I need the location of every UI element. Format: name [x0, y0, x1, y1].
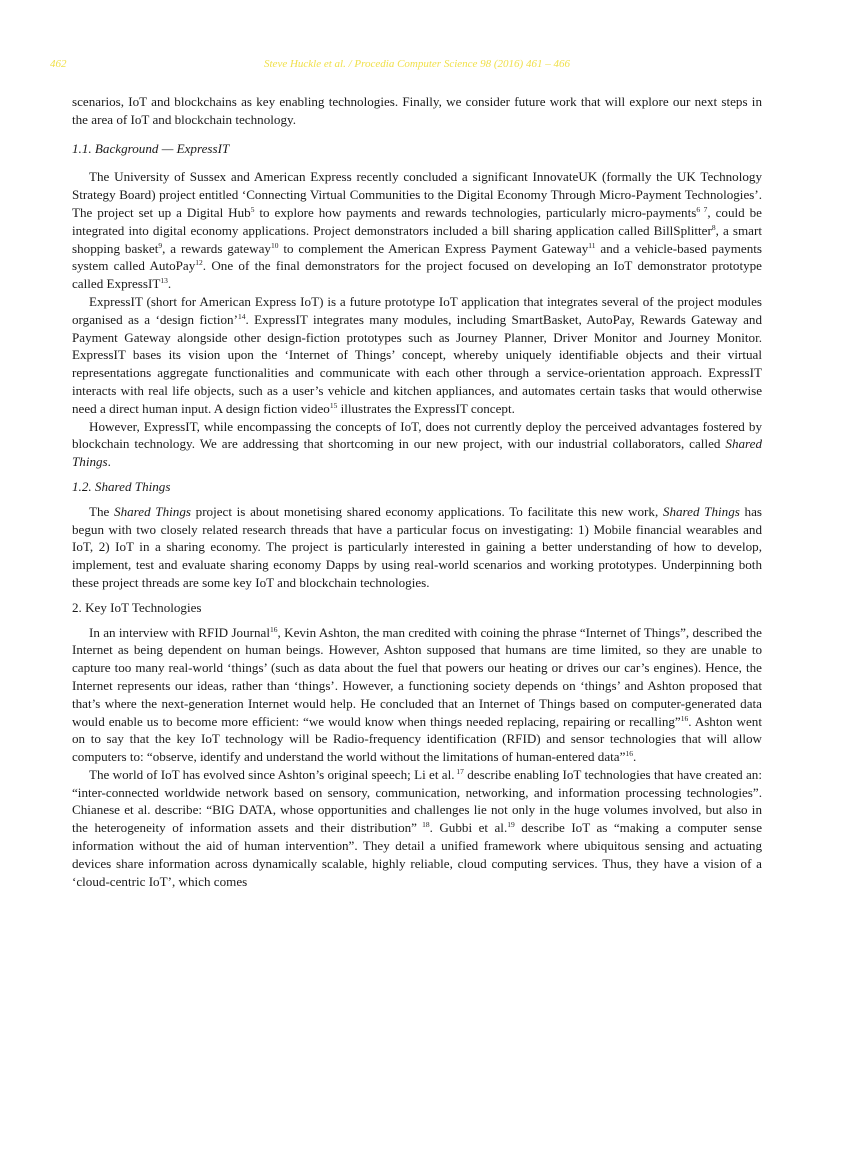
paragraph-shared-things: The Shared Things project is about monetising shared economy applications. To facilitate this new work, Shared Things has begun with two closely related research threads that have a particular focus on investigating: 1) Mobile financial wearables and IoT, 2) IoT in a sharing economy. The project is particularly interested in gaining a better understanding of how to develop, implement, test and evaluate sharing economy Dapps by using real-world scenarios and working prototypes. Underpinning both these project threads are some key IoT and blockchain technologies.	[72, 503, 762, 590]
citation-ref: 16	[270, 624, 278, 634]
running-title: Steve Huckle et al. / Procedia Computer Science 98 (2016) 461 – 466	[264, 58, 570, 70]
citation-ref: 18	[417, 820, 430, 830]
section-heading-key-iot: 2. Key IoT Technologies	[72, 599, 202, 615]
citation-ref: 13	[160, 276, 168, 286]
paragraph-background-2: ExpressIT (short for American Express IoT) is a future prototype IoT application that integrates several of the project modules organised as a ‘design fiction’$^{14}$. ExpressIT integrates many modules, including SmartBasket, AutoPay, Rewards Gateway and Payment Gateway alongside other design-fiction prototypes such as Journey Planner, Driver Monitor and Journey Monitor. ExpressIT bases its vision upon the ‘Internet of Things’ concept, whereby uniquely identifiable objects and their virtual representations aggregate functionalities and communicate with each other through a service-orientation approach. ExpressIT interacts with real life objects, such as a user’s vehicle and kitchen appliances, and automates certain tasks that would otherwise need a direct human input. A design fiction video$^{15}$ illustrates the ExpressIT concept.	[72, 293, 762, 416]
citation-ref: 5	[250, 204, 255, 214]
intro-tail-paragraph: scenarios, IoT and blockchains as key enabling technologies. Finally, we consider future work that will explore our next steps in the area of IoT and blockchain technology.	[72, 94, 762, 127]
page-number: 462	[50, 58, 67, 70]
section-heading-background: 1.1. Background — ExpressIT	[72, 140, 230, 156]
citation-ref: 11	[588, 240, 596, 250]
citation-ref: 17	[454, 766, 464, 776]
citation-ref: 9	[158, 240, 163, 250]
citation-ref: 12	[195, 258, 203, 268]
citation-ref: 10	[270, 240, 279, 250]
section-heading-shared-things: 1.2. Shared Things	[72, 478, 171, 494]
citation-ref: 16	[625, 749, 633, 759]
running-header	[50, 58, 762, 74]
paragraph-background-3: However, ExpressIT, while encompassing the concepts of IoT, does not currently deploy the perceived advantages fostered by blockchain technology. We are addressing that shortcoming in our new project, with our industrial collaborators, called Shared Things.	[72, 418, 762, 470]
citation-ref: 15	[329, 400, 338, 410]
citation-ref: 14	[237, 311, 246, 321]
paragraph-key-iot-2: The world of IoT has evolved since Ashton’s original speech; Li et al. $^{17}$ describe enabling IoT technologies that have created an: “inter-connected worldwide network based on sensory, communication, networking, and information processing technologies”. Chianese et al. describe: “BIG DATA, whose opportunities and challenges lie not only in the huge volumes involved, but also in the heterogeneity of information assets and their distribution” $^{18}$. Gubbi et al.$^{19}$ describe IoT as “making a computer sense information without the aid of human intervention”. They detail a unified framework where ubiquitous sensing and actuating devices share information across dynamically scalable, highly reliable, cloud computing services. Thus, they have a vision of a ‘cloud-centric IoT’, which comes	[72, 766, 763, 889]
citation-ref: 7	[700, 204, 708, 214]
citation-ref: 19	[507, 820, 515, 830]
article-body	[72, 93, 762, 890]
paragraph-background-1: The University of Sussex and American Express recently concluded a significant InnovateUK (formally the UK Technology Strategy Board) project entitled ‘Connecting Virtual Communities to the Digital Economy Through Micro-Payment Technologies’. The project set up a Digital Hub$^5$ to explore how payments and rewards technologies, particularly micro-payments$^6$ $^7$, could be integrated into digital economy applications. Project demonstrators included a bill sharing application called BillSplitter$^8$, a smart shopping basket$^9$, a rewards gateway$^{10}$ to complement the American Express Payment Gateway$^{11}$ and a vehicle-based payments system called AutoPay$^{12}$. One of the final demonstrators for the project focused on developing an IoT demonstrator prototype called ExpressIT$^{13}$.	[72, 169, 762, 292]
citation-ref: 6	[696, 204, 701, 214]
paragraph-key-iot-1: In an interview with RFID Journal$^{16}$, Kevin Ashton, the man credited with coining the phrase “Internet of Things”, described the Internet as being dependent on human beings. However, Ashton supposed that humans are time limited, so they are unable to capture too many real-world ‘things’ (such as data about the fuel that powers our heating or drives our car’s engines). Hence, the Internet represents our ideas, rather than ‘things’. However, a functioning society depends on ‘things’ and Ashton proposed that that’s where the next-generation Internet would help. He concluded that an Internet of Things based on computer-generated data would enable us to become more efficient: “we would know when things needed replacing, repairing or recalling”$^{16}$. Ashton went on to say that the key IoT technology will be Radio-frequency identification (RFID) and sensor technologies that will allow computers to: “observe, identify and understand the world without the limitations of human-entered data”$^{16}$.	[72, 624, 762, 765]
citation-ref: 8	[711, 222, 716, 232]
citation-ref: 16	[680, 713, 689, 723]
